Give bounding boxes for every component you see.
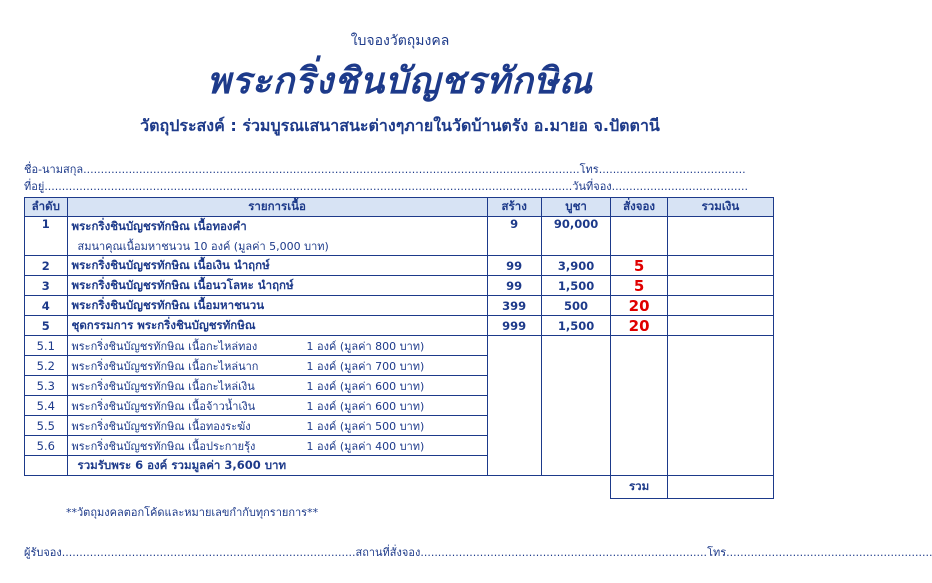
subitem-price-cell (541, 336, 611, 476)
row-price: 1,500 (541, 276, 611, 296)
address-line[interactable] (24, 177, 748, 195)
row-order[interactable]: 20 (611, 296, 668, 316)
row-order[interactable]: 5 (611, 276, 668, 296)
subitem-total-cell (667, 336, 773, 476)
row-no: 2 (25, 256, 68, 276)
date-label: วันที่จอง (572, 180, 612, 193)
subitem-qty: 1 องค์ (มูลค่า 600 บาท) (306, 399, 425, 413)
row-make: 999 (487, 316, 541, 336)
subitem-no: 5.3 (25, 376, 68, 396)
subitem-name: พระกริ่งชินบัญชรทักษิณ เนื้อประกายรุ้ง (71, 439, 256, 453)
header-total: รวมเงิน (667, 198, 773, 217)
table-row (25, 296, 774, 316)
row-item: พระกริ่งชินบัญชรทักษิณ เนื้อเงิน นำฤกษ์ (67, 256, 487, 276)
row-item: พระกริ่งชินบัญชรทักษิณ เนื้อนวโลหะ นำฤกษ์ (67, 276, 487, 296)
note-text: **วัตถุมงคลตอกโค้ดและหมายเลขกำกับทุกรายการ** (66, 506, 319, 519)
header-price: บูชา (541, 198, 611, 217)
purpose-text: วัตถุประสงค์ : ร่วมบูรณเสนาสนะต่างๆภายในวัดบ้านตรัง อ.มายอ จ.ปัตตานี (140, 116, 660, 135)
row-make: 99 (487, 276, 541, 296)
table-row (25, 316, 774, 336)
row-price: 3,900 (541, 256, 611, 276)
place-label: สถานที่สั่งจอง (355, 546, 421, 559)
row-no: 1 (25, 217, 68, 256)
header-make: สร้าง (487, 198, 541, 217)
subitem-qty: 1 องค์ (มูลค่า 500 บาท) (306, 419, 425, 433)
row-make: 99 (487, 256, 541, 276)
bottom-tel-label: โทร (707, 546, 727, 559)
row-note: สมนาคุณเนื้อมหาชนวน 10 องค์ (มูลค่า 5,000 บาท) (67, 236, 487, 256)
table-row (25, 276, 774, 296)
row-order[interactable] (611, 217, 668, 256)
name-field[interactable]: .............................................................................................................................................. (83, 163, 580, 176)
summary-no (25, 456, 68, 476)
row-order[interactable]: 5 (611, 256, 668, 276)
row-make: 399 (487, 296, 541, 316)
total-spacer (25, 476, 611, 499)
address-field[interactable]: ....................................................................................................................................................... (44, 180, 573, 193)
page-title: พระกริ่งชินบัญชรทักษิณ (206, 60, 594, 102)
subitem-item (67, 376, 487, 396)
row-no: 5 (25, 316, 68, 336)
row-price: 500 (541, 296, 611, 316)
header-no: ลำดับ (25, 198, 68, 217)
subitem-qty: 1 องค์ (มูลค่า 700 บาท) (306, 359, 425, 373)
address-label: ที่อยู่ (24, 180, 45, 193)
header-order: สั่งจอง (611, 198, 668, 217)
subitem-no: 5.4 (25, 396, 68, 416)
subitem-item (67, 396, 487, 416)
grand-total[interactable] (667, 476, 773, 499)
bottom-tel-field[interactable]: ........................................................... (726, 546, 932, 559)
table-header-row (25, 198, 774, 217)
subitem-name: พระกริ่งชินบัญชรทักษิณ เนื้อทองระฆัง (71, 419, 251, 433)
tel-field[interactable]: .......................................... (598, 163, 746, 176)
order-table (24, 197, 774, 499)
row-total[interactable] (667, 316, 773, 336)
subitem-name: พระกริ่งชินบัญชรทักษิณ เนื้อกะไหล่นาก (71, 359, 259, 373)
name-label: ชื่อ-นามสกุล (24, 163, 84, 176)
subitem-name: พระกริ่งชินบัญชรทักษิณ เนื้อกะไหล่เงิน (71, 379, 255, 393)
row-make: 9 (487, 217, 541, 256)
subitem-name: พระกริ่งชินบัญชรทักษิณ เนื้อกะไหล่ทอง (71, 339, 258, 353)
name-line[interactable] (24, 160, 746, 178)
row-item: ชุดกรรมการ พระกริ่งชินบัญชรทักษิณ (67, 316, 487, 336)
row-price: 1,500 (541, 316, 611, 336)
subitem-no: 5.1 (25, 336, 68, 356)
receiver-label: ผู้รับจอง (24, 546, 62, 559)
row-order[interactable]: 20 (611, 316, 668, 336)
total-row (25, 476, 774, 499)
row-total[interactable] (667, 296, 773, 316)
row-price: 90,000 (541, 217, 611, 256)
subitem-no: 5.5 (25, 416, 68, 436)
summary-text: รวมรับพระ 6 องค์ รวมมูลค่า 3,600 บาท (67, 456, 487, 476)
bottom-line[interactable] (24, 543, 932, 561)
receiver-field[interactable]: .................................................................................... (61, 546, 356, 559)
row-no: 3 (25, 276, 68, 296)
total-label: รวม (611, 476, 668, 499)
subitem-row (25, 336, 774, 356)
row-total[interactable] (667, 256, 773, 276)
row-total[interactable] (667, 276, 773, 296)
row-item: พระกริ่งชินบัญชรทักษิณ เนื้อมหาชนวน (67, 296, 487, 316)
table-row (25, 256, 774, 276)
subitem-item (67, 416, 487, 436)
subitem-qty: 1 องค์ (มูลค่า 600 บาท) (306, 379, 425, 393)
subitem-make-cell (487, 336, 541, 476)
table-row (25, 217, 774, 237)
date-field[interactable]: ....................................... (611, 180, 749, 193)
subitem-no: 5.6 (25, 436, 68, 456)
row-item: พระกริ่งชินบัญชรทักษิณ เนื้อทองคำ (67, 217, 487, 237)
subitem-item (67, 356, 487, 376)
header-item: รายการเนื้อ (67, 198, 487, 217)
form-label: ใบจองวัตถุมงคล (350, 33, 450, 49)
row-total[interactable] (667, 217, 773, 256)
subitem-item (67, 436, 487, 456)
row-no: 4 (25, 296, 68, 316)
subitem-order-cell (611, 336, 668, 476)
subitem-item (67, 336, 487, 356)
subitem-qty: 1 องค์ (มูลค่า 800 บาท) (306, 339, 425, 353)
place-field[interactable]: .................................................................................. (420, 546, 708, 559)
tel-label: โทร (579, 163, 599, 176)
subitem-name: พระกริ่งชินบัญชรทักษิณ เนื้อจ้าวน้ำเงิน (71, 399, 256, 413)
subitem-no: 5.2 (25, 356, 68, 376)
subitem-qty: 1 องค์ (มูลค่า 400 บาท) (306, 439, 425, 453)
